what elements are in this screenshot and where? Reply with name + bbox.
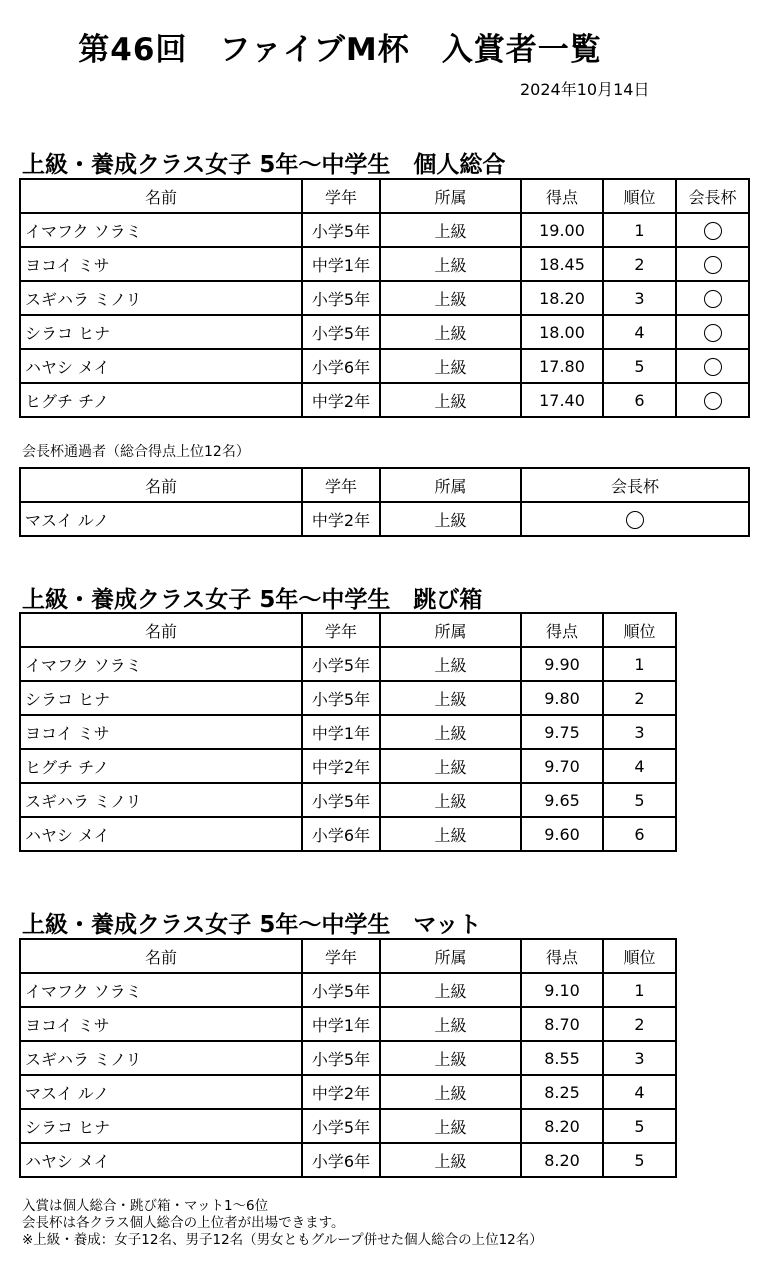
cup-cell (676, 247, 749, 281)
grade-cell: 小学5年 (302, 281, 380, 315)
rank-cell: 5 (603, 349, 676, 383)
grade-cell: 小学5年 (302, 1041, 380, 1075)
rank-cell: 2 (603, 247, 676, 281)
vault-results-table (19, 612, 677, 852)
cup-cell (521, 502, 749, 536)
score-cell: 19.00 (521, 213, 603, 247)
grade-cell: 中学2年 (302, 749, 380, 783)
header-rank: 順位 (603, 613, 676, 647)
section-title-overall: 上級・養成クラス女子 5年～中学生 個人総合 (22, 152, 506, 178)
circle-mark-icon (704, 290, 722, 308)
rank-cell: 1 (603, 973, 676, 1007)
affiliation-cell: 上級 (380, 783, 521, 817)
table-header-row (20, 939, 676, 973)
header-score: 得点 (521, 179, 603, 213)
footer-note: 入賞は個人総合・跳び箱・マット1～6位 (22, 1198, 269, 1214)
overall-results-table (19, 178, 750, 418)
grade-cell: 中学1年 (302, 715, 380, 749)
affiliation-cell: 上級 (380, 383, 521, 417)
header-name: 名前 (20, 468, 302, 502)
header-rank: 順位 (603, 179, 676, 213)
table-row (20, 502, 749, 536)
header-rank: 順位 (603, 939, 676, 973)
header-affiliation: 所属 (380, 468, 521, 502)
affiliation-cell: 上級 (380, 281, 521, 315)
footer-note: ※上級・養成：女子12名、男子12名（男女ともグループ併せた個人総合の上位12名） (22, 1232, 543, 1248)
header-cup: 会長杯 (676, 179, 749, 213)
table-row (20, 817, 676, 851)
rank-cell: 3 (603, 1041, 676, 1075)
name-cell: ヒグチ チノ (20, 383, 302, 417)
name-cell: ヨコイ ミサ (20, 247, 302, 281)
table-row (20, 281, 749, 315)
rank-cell: 4 (603, 749, 676, 783)
header-affiliation: 所属 (380, 939, 521, 973)
table-row (20, 315, 749, 349)
affiliation-cell: 上級 (380, 973, 521, 1007)
section-title-mat: 上級・養成クラス女子 5年～中学生 マット (22, 912, 482, 938)
affiliation-cell: 上級 (380, 315, 521, 349)
affiliation-cell: 上級 (380, 1075, 521, 1109)
header-affiliation: 所属 (380, 179, 521, 213)
circle-mark-icon (704, 324, 722, 342)
name-cell: スギハラ ミノリ (20, 281, 302, 315)
grade-cell: 中学1年 (302, 247, 380, 281)
table-row (20, 1075, 676, 1109)
grade-cell: 小学5年 (302, 973, 380, 1007)
rank-cell: 2 (603, 681, 676, 715)
table-header-row (20, 468, 749, 502)
affiliation-cell: 上級 (380, 247, 521, 281)
header-name: 名前 (20, 613, 302, 647)
rank-cell: 5 (603, 1109, 676, 1143)
rank-cell: 4 (603, 315, 676, 349)
cup-pass-table (19, 467, 750, 537)
grade-cell: 小学5年 (302, 1109, 380, 1143)
score-cell: 9.75 (521, 715, 603, 749)
score-cell: 9.90 (521, 647, 603, 681)
table-row (20, 973, 676, 1007)
header-grade: 学年 (302, 179, 380, 213)
circle-mark-icon (704, 392, 722, 410)
score-cell: 9.70 (521, 749, 603, 783)
circle-mark-icon (626, 511, 644, 529)
rank-cell: 3 (603, 281, 676, 315)
name-cell: シラコ ヒナ (20, 315, 302, 349)
cup-pass-note: 会長杯通過者（総合得点上位12名） (22, 444, 250, 460)
cup-cell (676, 383, 749, 417)
rank-cell: 5 (603, 1143, 676, 1177)
score-cell: 8.70 (521, 1007, 603, 1041)
rank-cell: 1 (603, 647, 676, 681)
grade-cell: 小学5年 (302, 213, 380, 247)
score-cell: 8.55 (521, 1041, 603, 1075)
name-cell: シラコ ヒナ (20, 681, 302, 715)
name-cell: スギハラ ミノリ (20, 1041, 302, 1075)
grade-cell: 中学2年 (302, 1075, 380, 1109)
header-score: 得点 (521, 613, 603, 647)
event-date: 2024年10月14日 (520, 80, 650, 99)
name-cell: マスイ ルノ (20, 1075, 302, 1109)
affiliation-cell: 上級 (380, 647, 521, 681)
score-cell: 9.80 (521, 681, 603, 715)
rank-cell: 1 (603, 213, 676, 247)
rank-cell: 6 (603, 817, 676, 851)
section-title-vault: 上級・養成クラス女子 5年～中学生 跳び箱 (22, 587, 483, 613)
rank-cell: 5 (603, 783, 676, 817)
grade-cell: 小学6年 (302, 1143, 380, 1177)
table-row (20, 681, 676, 715)
affiliation-cell: 上級 (380, 681, 521, 715)
header-grade: 学年 (302, 939, 380, 973)
footer-note: 会長杯は各クラス個人総合の上位者が出場できます。 (22, 1215, 345, 1231)
score-cell: 9.60 (521, 817, 603, 851)
grade-cell: 小学6年 (302, 349, 380, 383)
affiliation-cell: 上級 (380, 1109, 521, 1143)
table-row (20, 349, 749, 383)
name-cell: ヒグチ チノ (20, 749, 302, 783)
table-row (20, 749, 676, 783)
name-cell: ハヤシ メイ (20, 1143, 302, 1177)
header-score: 得点 (521, 939, 603, 973)
table-row (20, 715, 676, 749)
table-row (20, 1143, 676, 1177)
score-cell: 9.65 (521, 783, 603, 817)
score-cell: 9.10 (521, 973, 603, 1007)
table-row (20, 783, 676, 817)
affiliation-cell: 上級 (380, 1007, 521, 1041)
rank-cell: 4 (603, 1075, 676, 1109)
name-cell: ヨコイ ミサ (20, 715, 302, 749)
name-cell: シラコ ヒナ (20, 1109, 302, 1143)
circle-mark-icon (704, 222, 722, 240)
circle-mark-icon (704, 256, 722, 274)
grade-cell: 小学5年 (302, 783, 380, 817)
name-cell: イマフク ソラミ (20, 647, 302, 681)
table-row (20, 213, 749, 247)
affiliation-cell: 上級 (380, 817, 521, 851)
name-cell: スギハラ ミノリ (20, 783, 302, 817)
table-row (20, 1109, 676, 1143)
rank-cell: 6 (603, 383, 676, 417)
score-cell: 18.20 (521, 281, 603, 315)
table-row (20, 383, 749, 417)
cup-cell (676, 315, 749, 349)
rank-cell: 2 (603, 1007, 676, 1041)
name-cell: ハヤシ メイ (20, 817, 302, 851)
name-cell: ヨコイ ミサ (20, 1007, 302, 1041)
affiliation-cell: 上級 (380, 1041, 521, 1075)
mat-results-table (19, 938, 677, 1178)
grade-cell: 小学5年 (302, 647, 380, 681)
score-cell: 17.80 (521, 349, 603, 383)
header-grade: 学年 (302, 468, 380, 502)
name-cell: マスイ ルノ (20, 502, 302, 536)
table-row (20, 247, 749, 281)
header-name: 名前 (20, 939, 302, 973)
header-affiliation: 所属 (380, 613, 521, 647)
name-cell: イマフク ソラミ (20, 213, 302, 247)
header-name: 名前 (20, 179, 302, 213)
table-row (20, 1007, 676, 1041)
score-cell: 17.40 (521, 383, 603, 417)
cup-cell (676, 349, 749, 383)
score-cell: 8.25 (521, 1075, 603, 1109)
table-row (20, 647, 676, 681)
header-grade: 学年 (302, 613, 380, 647)
grade-cell: 中学2年 (302, 502, 380, 536)
page-title: 第46回 ファイブM杯 入賞者一覧 (78, 32, 602, 68)
cup-cell (676, 281, 749, 315)
affiliation-cell: 上級 (380, 213, 521, 247)
grade-cell: 小学6年 (302, 817, 380, 851)
affiliation-cell: 上級 (380, 502, 521, 536)
grade-cell: 小学5年 (302, 681, 380, 715)
rank-cell: 3 (603, 715, 676, 749)
score-cell: 18.00 (521, 315, 603, 349)
header-cup: 会長杯 (521, 468, 749, 502)
grade-cell: 中学2年 (302, 383, 380, 417)
name-cell: イマフク ソラミ (20, 973, 302, 1007)
affiliation-cell: 上級 (380, 349, 521, 383)
table-header-row (20, 179, 749, 213)
circle-mark-icon (704, 358, 722, 376)
cup-cell (676, 213, 749, 247)
table-header-row (20, 613, 676, 647)
name-cell: ハヤシ メイ (20, 349, 302, 383)
score-cell: 8.20 (521, 1143, 603, 1177)
affiliation-cell: 上級 (380, 715, 521, 749)
footer-notes (22, 1198, 543, 1249)
score-cell: 18.45 (521, 247, 603, 281)
grade-cell: 中学1年 (302, 1007, 380, 1041)
score-cell: 8.20 (521, 1109, 603, 1143)
grade-cell: 小学5年 (302, 315, 380, 349)
affiliation-cell: 上級 (380, 1143, 521, 1177)
table-row (20, 1041, 676, 1075)
affiliation-cell: 上級 (380, 749, 521, 783)
